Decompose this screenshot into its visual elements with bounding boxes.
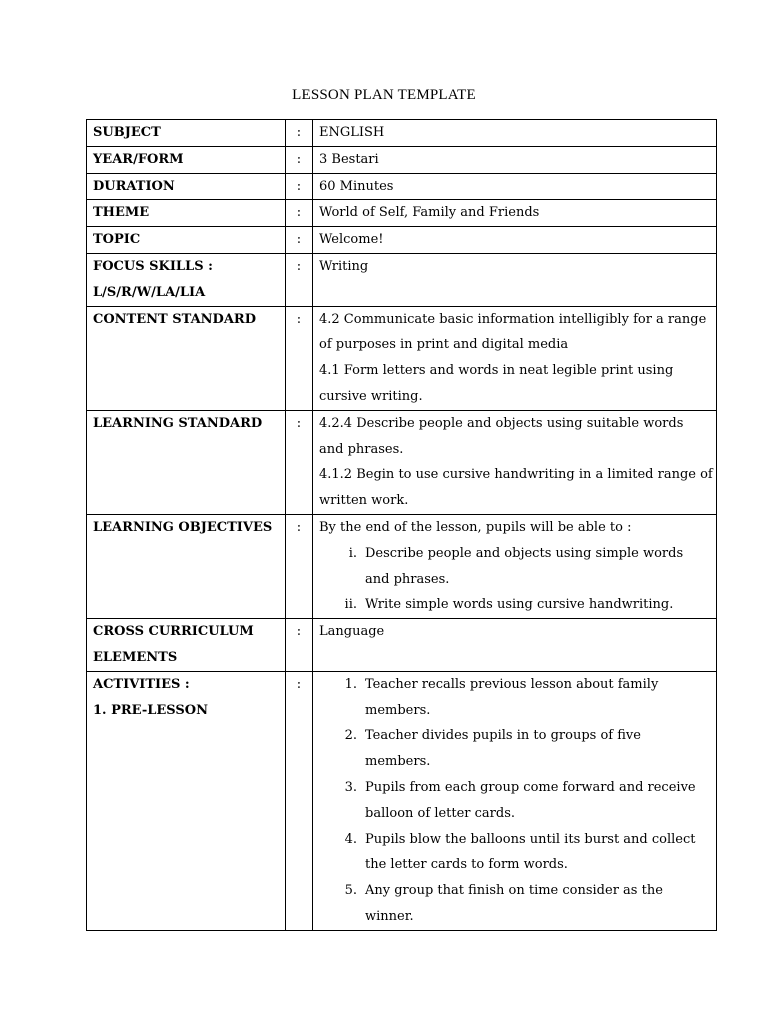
row-learning-standard [87,410,717,514]
learning-standard-line: 4.1.2 Begin to use cursive handwriting in a limited range of [319,467,713,483]
list-item-number: 1. [344,676,357,692]
objectives-list [319,541,710,618]
row-focus-skills [87,253,717,306]
separator: : [286,410,313,514]
list-item-text: Teacher recalls previous lesson about family [365,676,659,692]
activities-label-line: 1. PRE-LESSON [93,702,208,718]
duration-value: 60 Minutes [313,173,717,200]
list-item-text: Teacher divides pupils in to groups of five [365,728,641,744]
activities-label [87,671,286,930]
list-item-text: winner. [365,908,414,924]
activities-list [319,672,710,930]
objectives-intro: By the end of the lesson, pupils will be able to : [319,519,632,535]
list-item-number: ii. [344,597,357,613]
duration-label: DURATION [87,173,286,200]
learning-objectives-label: LEARNING OBJECTIVES [87,514,286,618]
list-item-text: Write simple words using cursive handwriting. [365,597,674,613]
topic-label: TOPIC [87,227,286,254]
subject-label: SUBJECT [87,120,286,147]
separator: : [286,514,313,618]
subject-value: ENGLISH [313,120,717,147]
list-item-number: 3. [344,779,357,795]
list-item [319,878,710,930]
row-cross-curriculum [87,619,717,672]
list-item [319,827,710,879]
cross-curriculum-label [87,619,286,672]
year-form-label: YEAR/FORM [87,146,286,173]
list-item-text: Describe people and objects using simple words [365,545,684,561]
row-learning-objectives [87,514,717,618]
list-item-text: Any group that finish on time consider as the [365,883,663,899]
separator: : [286,671,313,930]
learning-standard-line: written work. [319,493,409,509]
list-item [319,723,710,775]
content-standard-label: CONTENT STANDARD [87,306,286,410]
row-year-form [87,146,717,173]
separator: : [286,200,313,227]
content-standard-line: of purposes in print and digital media [319,337,569,353]
cross-curriculum-label-line: ELEMENTS [93,649,178,665]
list-item-text: members. [365,702,431,718]
learning-standard-label: LEARNING STANDARD [87,410,286,514]
list-item [319,592,710,618]
year-form-value: 3 Bestari [313,146,717,173]
row-activities [87,671,717,930]
separator: : [286,253,313,306]
row-content-standard [87,306,717,410]
cross-curriculum-value: Language [313,619,717,672]
content-standard-line: 4.1 Form letters and words in neat legible print using [319,363,674,379]
list-item-text: members. [365,754,431,770]
separator: : [286,227,313,254]
content-standard-line: cursive writing. [319,388,423,404]
list-item-number: i. [348,545,357,561]
list-item-text: and phrases. [365,571,450,587]
focus-skills-label-line: FOCUS SKILLS : [93,258,213,274]
row-topic [87,227,717,254]
separator: : [286,306,313,410]
list-item [319,775,710,827]
list-item-text: Pupils from each group come forward and receive [365,779,696,795]
learning-standard-line: 4.2.4 Describe people and objects using suitable words [319,415,684,431]
list-item-text: balloon of letter cards. [365,805,516,821]
focus-skills-label [87,253,286,306]
list-item-text: the letter cards to form words. [365,857,568,873]
list-item-number: 5. [344,883,357,899]
cross-curriculum-label-line: CROSS CURRICULUM [93,624,254,640]
theme-label: THEME [87,200,286,227]
row-subject [87,120,717,147]
focus-skills-value: Writing [313,253,717,306]
learning-objectives-value [313,514,717,618]
learning-standard-value [313,410,717,514]
content-standard-value [313,306,717,410]
separator: : [286,619,313,672]
separator: : [286,146,313,173]
separator: : [286,120,313,147]
list-item-text: Pupils blow the balloons until its burst and collect [365,831,696,847]
list-item [319,541,710,593]
activities-value [313,671,717,930]
list-item-number: 4. [344,831,357,847]
document-title: LESSON PLAN TEMPLATE [292,87,476,103]
content-standard-line: 4.2 Communicate basic information intelligibly for a range [319,311,707,327]
topic-value: Welcome! [313,227,717,254]
separator: : [286,173,313,200]
row-duration [87,173,717,200]
focus-skills-label-line: L/S/R/W/LA/LIA [93,284,206,300]
theme-value: World of Self, Family and Friends [313,200,717,227]
list-item [319,672,710,724]
list-item-number: 2. [344,728,357,744]
activities-label-line: ACTIVITIES : [93,676,190,692]
row-theme [87,200,717,227]
lesson-plan-table [86,119,717,931]
learning-standard-line: and phrases. [319,441,404,457]
